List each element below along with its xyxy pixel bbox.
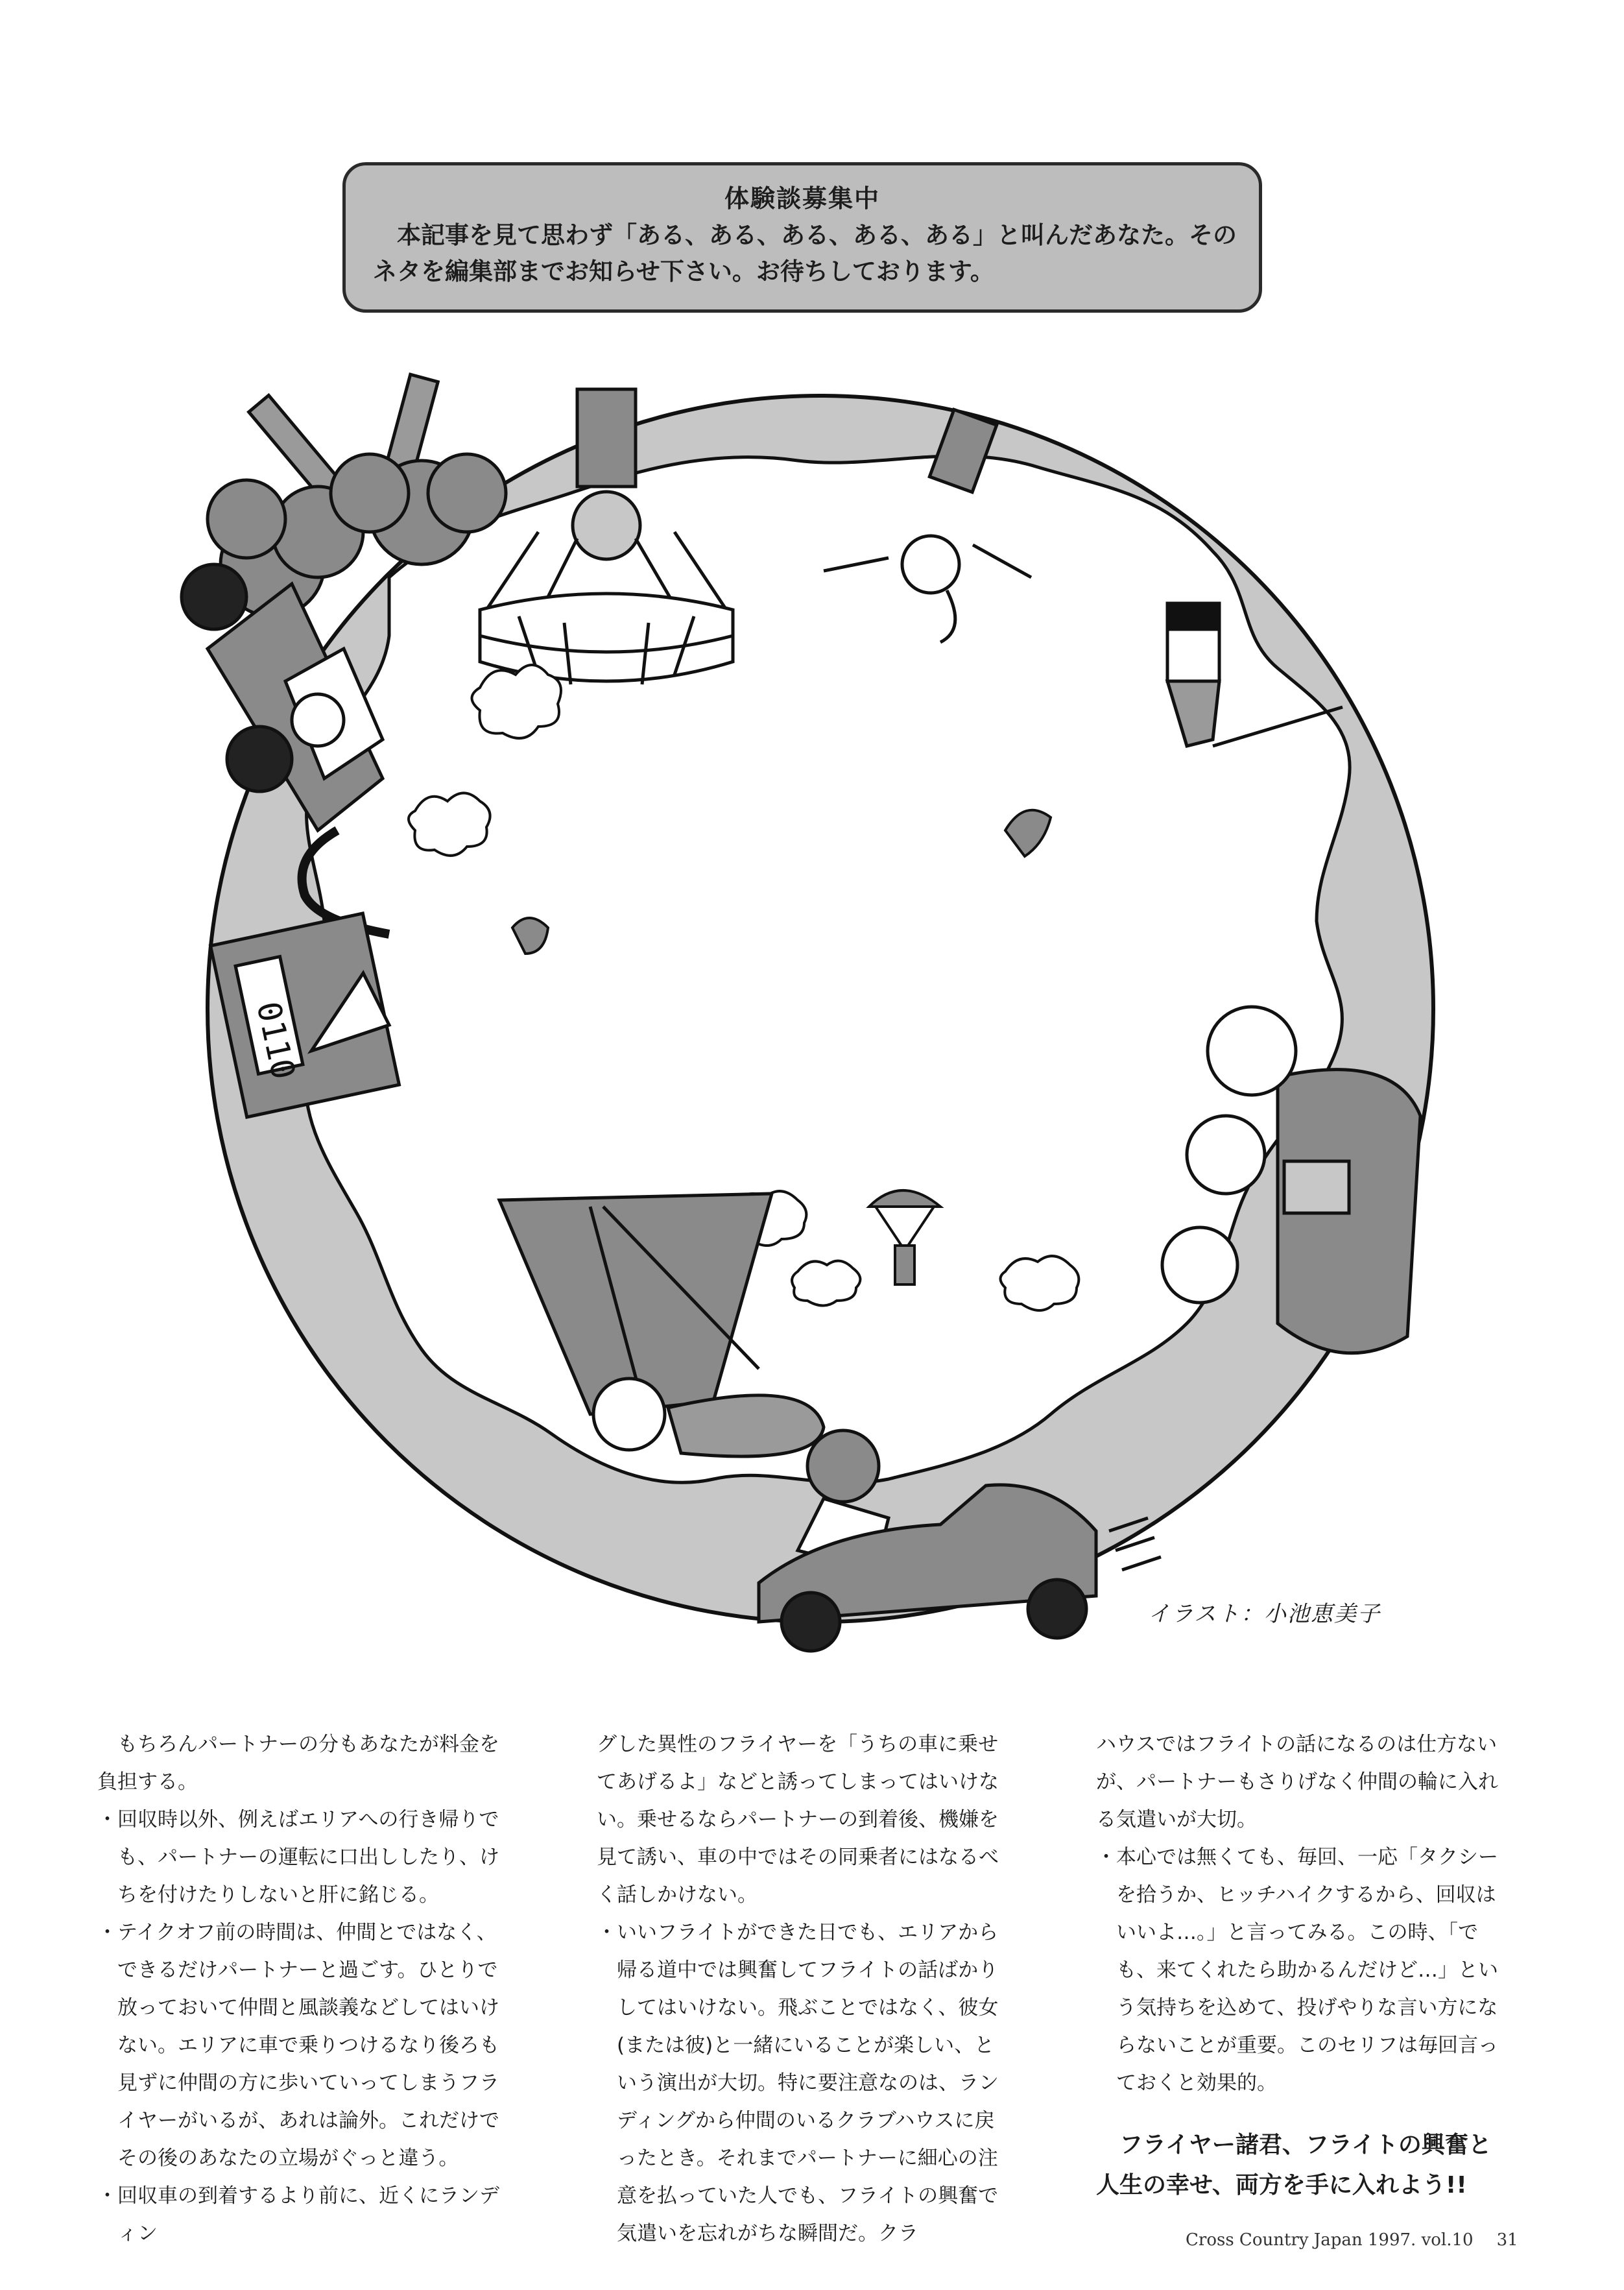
notice-body: 本記事を見て思わず「ある、ある、ある、ある、ある」と叫んだあなた。そのネタを編集部までお知らせ下さい。お待ちしております。 <box>373 221 1237 285</box>
text-column-2 <box>597 1726 1012 2252</box>
notice-box <box>342 162 1262 313</box>
page-footer <box>1186 2230 1518 2250</box>
paragraph: ハウスではフライトの話になるのは仕方ないが、パートナーもさりげなく仲間の輪に入れる気遣いが大切。 <box>1096 1733 1498 1831</box>
bullet-item: ・本心では無くても、毎回、一応「タクシーを拾うか、ヒッチハイクするから、回収はいいよ…。」と言ってみる。この時、「でも、来てくれたら助かるんだけど…」という気持ちを込めて、投げやりな言い方にならないことが重要。このセリフは毎回言っておくと効果的。 <box>1096 1846 1498 2095</box>
paragraph: もちろんパートナーの分もあなたが料金を負担する。 <box>97 1733 499 1794</box>
text-column-3 <box>1096 1726 1511 2206</box>
text-column-1 <box>97 1726 512 2252</box>
circular-illustration <box>175 363 1466 1654</box>
paragraph: グした異性のフライヤーを「うちの車に乗せてあげるよ」などと誘ってしまってはいけない。乗せるならパートナーの到着後、機嫌を見て誘い、車の中ではその同乗者にはなるべく話しかけない。 <box>597 1733 999 1907</box>
illustration-credit: イラスト：小池恵美子 <box>1148 1601 1381 1627</box>
bullet-item: ・いいフライトができた日でも、エリアから帰る道中では興奮してフライトの話ばかりしてはいけない。飛ぶことではなく、彼女(または彼)と一緒にいることが楽しい、という演出が大切。特に要注意なのは、ランディングから仲間のいるクラブハウスに戻ったとき。それまでパートナーに細心の注意を払っていた人でも、フライトの興奮で気遣いを忘れがちな瞬間だ。クラ <box>597 1921 999 2245</box>
notice-title: 体験談募集中 <box>724 184 880 213</box>
publication-name: Cross Country Japan 1997. vol.10 <box>1186 2230 1474 2250</box>
closing-message: フライヤー諸君、フライトの興奮と人生の幸せ、両方を手に入れよう!! <box>1096 2132 1492 2199</box>
bullet-item: ・回収車の到着するより前に、近くにランディン <box>97 2184 499 2245</box>
meter-digits: 0110 <box>249 998 303 1083</box>
bullet-item: ・回収時以外、例えばエリアへの行き帰りでも、パートナーの運転に口出ししたり、けちを付けたりしないと肝に銘じる。 <box>97 1808 499 1907</box>
page-number: 31 <box>1496 2230 1518 2250</box>
bullet-item: ・テイクオフ前の時間は、仲間とではなく、できるだけパートナーと過ごす。ひとりで放っておいて仲間と風談義などしてはいけない。エリアに車で乗りつけるなり後ろも見ずに仲間の方に歩いていってしまうフライヤーがいるが、あれは論外。これだけでその後のあなたの立場がぐっと違う。 <box>97 1921 499 2170</box>
